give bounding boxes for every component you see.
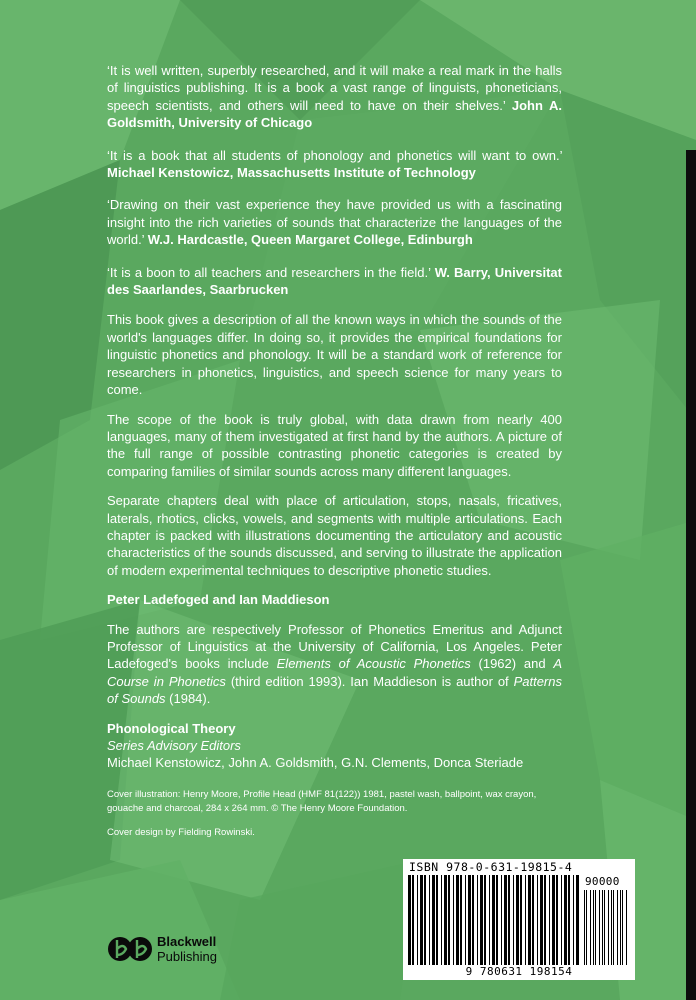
review-quote: ‘It is a boon to all teachers and researchers in the field.’ W. Barry, Universitat des Saarlandes, Saarbrucken [107,264,562,298]
barcode-bar [480,875,483,965]
barcode-bar [622,890,623,965]
barcode-bar [412,875,414,965]
barcode-bar [424,875,426,965]
barcode-bar [501,875,502,965]
barcode-bar [484,875,486,965]
barcode-bar [537,875,538,965]
cover-credits [107,788,562,840]
barcode-bar [520,875,522,965]
barcode-bar [561,875,562,965]
description-paragraph: The scope of the book is truly global, with data drawn from nearly 400 languages, many of them investigated at first hand by the authors. A picture of the full range of possible contrasting phonetic categories is created by comparing families of similar sounds across many different languages. [107,411,562,479]
barcode-bar [608,890,609,965]
barcode-bar [492,875,495,965]
barcode-bar [441,875,442,965]
barcode-bar [432,875,435,965]
publisher-name: Blackwell [157,934,217,949]
barcode-bar [528,875,531,965]
illustration-credit: Cover illustration: Henry Moore, Profile Head (HMF 81(122)) 1981, pastel wash, ballpoint, wax crayon, gouache and charcoal, 284 x 264 mm. © The Henry Moore Foundation. [107,788,537,814]
barcode-bar [408,875,411,965]
barcode-bar [508,875,510,965]
barcode-bar [504,875,507,965]
barcode-bar [468,875,471,965]
barcode-bar [556,875,558,965]
design-credit: Cover design by Fielding Rowinski. [107,826,255,838]
barcode-bar [429,875,430,965]
barcode-bar [564,875,567,965]
barcode-bar [626,890,627,965]
barcode-bar [516,875,519,965]
barcode-bar [448,875,450,965]
barcode-bar [496,875,498,965]
barcode-bar [549,875,550,965]
barcode-bar [602,890,603,965]
series-info [107,720,562,772]
barcode-bar [604,890,605,965]
barcode-bars [407,875,579,965]
barcode-bar [613,890,614,965]
series-title: Phonological Theory [107,720,236,736]
barcode-bar [417,875,418,965]
authors-heading: Peter Ladefoged and Ian Maddieson [107,592,330,608]
barcode-bar [544,875,546,965]
barcode-bar [568,875,570,965]
barcode-bar [573,875,574,965]
barcode-bar [617,890,618,965]
review-quote: ‘It is well written, superbly researched, and it will make a real mark in the halls of linguistics publishing. It is a book a vast range of linguists, phoneticians, speech scientists, and others will need to have on their shelves.’ John A. Goldsmith, University of Chicago [107,63,562,131]
barcode-bar [584,890,585,965]
review-attribution: W.J. Hardcastle, Queen Margaret College, Edinburgh [147,232,473,248]
barcode-bar [599,890,600,965]
barcode-bar [611,890,612,965]
barcode-bar [532,875,534,965]
authors-bio: The authors are respectively Professor of Phonetics Emeritus and Adjunct Professor of Linguistics at the University of California, Los Angeles. Peter Ladefoged's books include Elements of Acoustic Phonetics (1962) and A Course in Phonetics (third edition 1993). Ian Maddieson is author of Patterns of Sounds (1984). [107,621,562,707]
barcode-bar [456,875,459,965]
review-quote: ‘It is a book that all students of phonology and phonetics will want to own.’ Michael Kenstowicz, Massachusetts Institute of Technology [107,147,562,181]
description-paragraph: Separate chapters deal with place of articulation, stops, nasals, fricatives, laterals, rhotics, clicks, vowels, and segments with multiple articulations. Each chapter is packed with illustrations documenting the articulatory and acoustic characteristics of the sounds discussed, and serving to illustrate the application of modern experimental techniques to descriptive phonetic studies. [107,493,562,578]
barcode-bar [525,875,526,965]
review-attribution: John A. Goldsmith, University of Chicago [107,97,562,131]
barcode-bar [489,875,490,965]
barcode-bar [444,875,447,965]
barcode-bar [620,890,621,965]
barcode-bar [590,890,591,965]
barcode-bar [595,890,596,965]
barcode [403,859,635,980]
spine-edge [686,150,696,1000]
barcode-bar [513,875,514,965]
series-subtitle: Series Advisory Editors [107,738,241,753]
back-cover-text [107,62,562,840]
price-code: 90000 [585,875,620,888]
review-attribution: Michael Kenstowicz, Massachusetts Institute of Technology [107,165,476,181]
series-editors: Michael Kenstowicz, John A. Goldsmith, G.N. Clements, Donca Steriade [107,755,524,771]
barcode-bar [453,875,454,965]
barcode-bar [477,875,478,965]
barcode-bar [460,875,462,965]
barcode-bar [465,875,466,965]
description-paragraph: This book gives a description of all the known ways in which the sounds of the world's languages differ. In doing so, it provides the empirical foundations for linguistic phonetics and phonology. It will be a standard work of reference for researchers in phonetics, linguistics, and speech science for many years to come. [107,312,562,398]
review-attribution: W. Barry, Universitat des Saarlandes, Saarbrucken [107,264,562,298]
barcode-digits: 9 780631 198154 [465,965,573,978]
barcode-bar [436,875,438,965]
barcode-bar [540,875,543,965]
isbn-label: ISBN 978-0-631-19815-4 [409,860,573,874]
barcode-bar [420,875,423,965]
barcode-bar [576,875,579,965]
blackwell-logo-icon [107,934,153,964]
barcode-bar [552,875,555,965]
barcode-bar [472,875,474,965]
review-quote: ‘Drawing on their vast experience they have provided us with a fascinating insight into the rich varieties of sounds that characterize the languages of the world.’ W.J. Hardcastle, Queen Margaret College, Edinburgh [107,197,562,248]
barcode-bar [593,890,594,965]
barcode-addon-bars [583,890,631,965]
barcode-bar [586,890,587,965]
publisher-name-line2: Publishing [157,949,217,964]
